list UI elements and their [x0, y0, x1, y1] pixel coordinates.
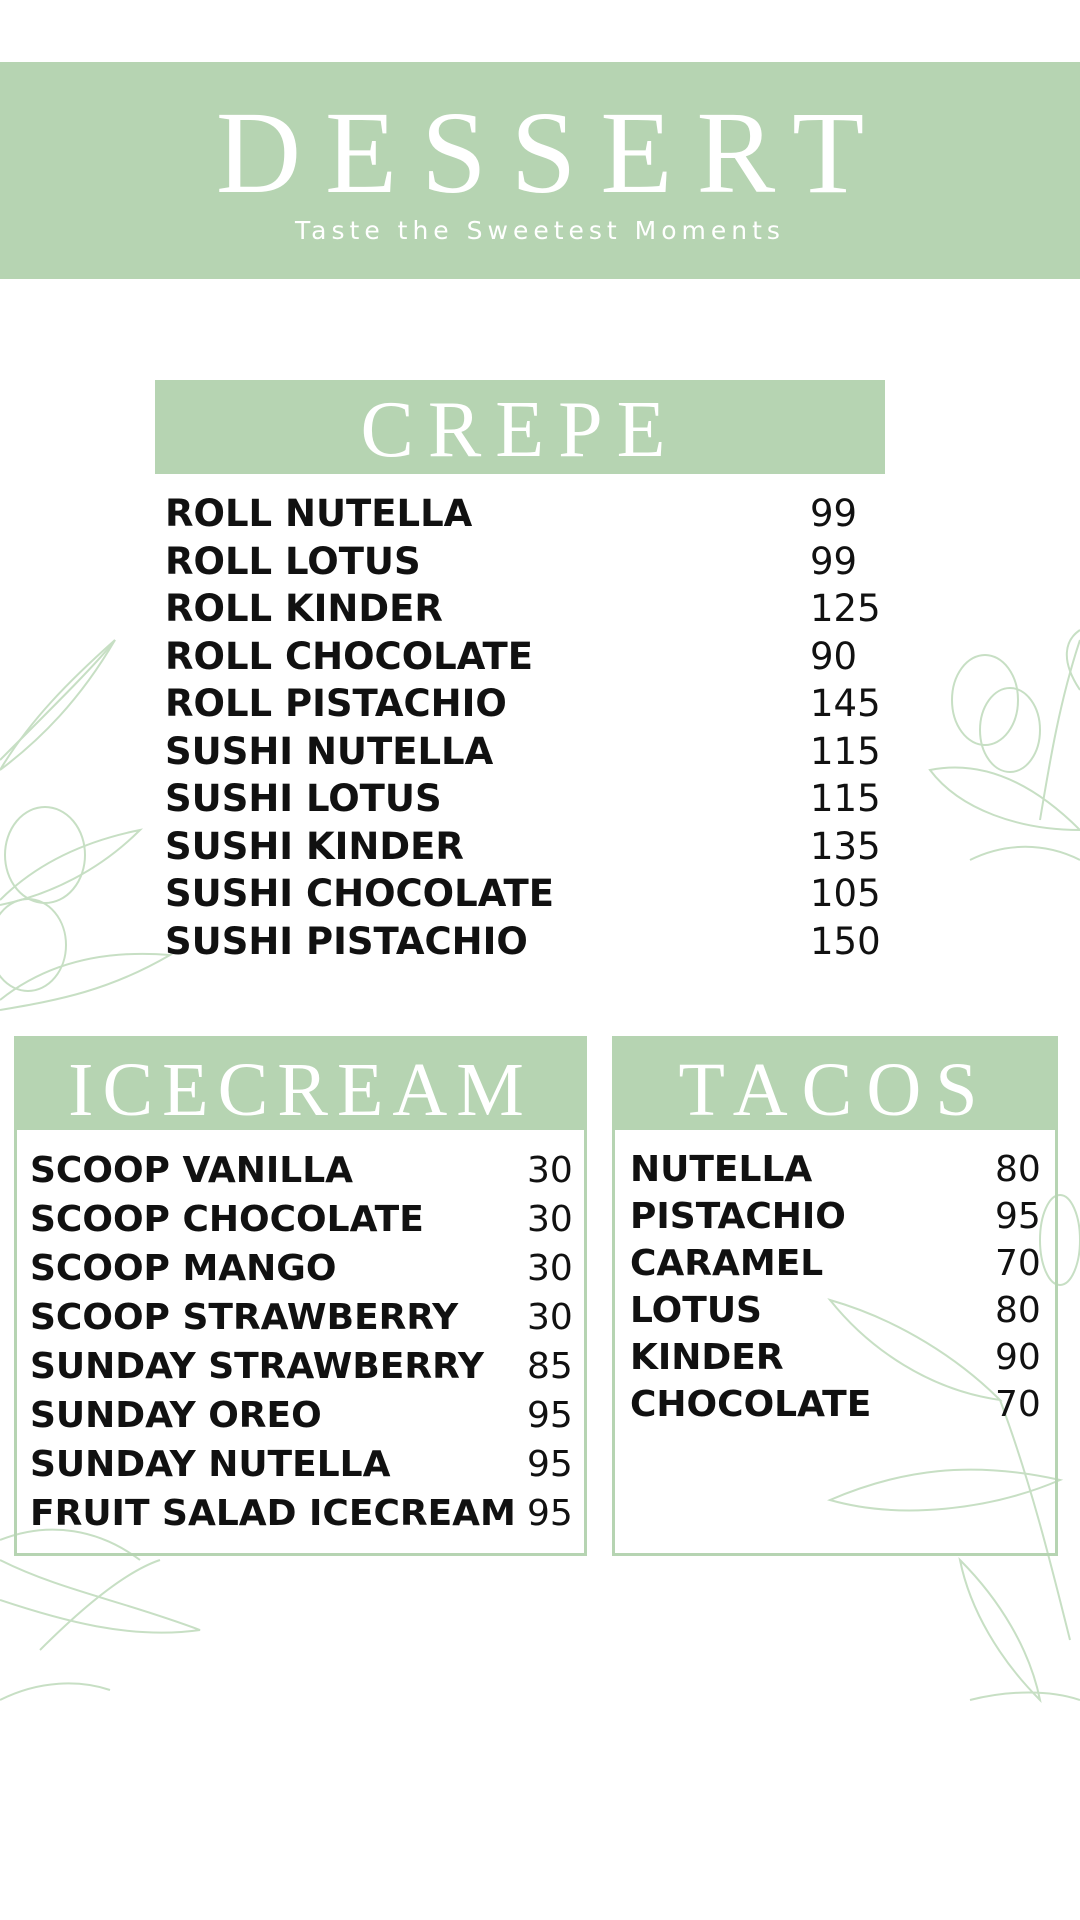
menu-item-price: 150 [810, 919, 881, 963]
menu-item-price: 99 [810, 539, 858, 583]
menu-item-name: CHOCOLATE [630, 1384, 872, 1425]
menu-item-name: CARAMEL [630, 1243, 824, 1284]
menu-item-name: PISTACHIO [630, 1196, 846, 1237]
menu-item-name: ROLL KINDER [165, 587, 443, 630]
menu-item-name: LOTUS [630, 1290, 762, 1331]
menu-item-price: 90 [810, 634, 858, 678]
menu-item-price: 115 [810, 777, 881, 820]
menu-item-price: 95 [995, 1196, 1041, 1237]
menu-item-name: SUSHI LOTUS [165, 777, 442, 820]
page-subtitle: Taste the Sweetest Moments [295, 216, 785, 245]
menu-item-price: 95 [527, 1395, 573, 1436]
menu-item-name: SCOOP CHOCOLATE [30, 1199, 424, 1240]
menu-item-name: ROLL CHOCOLATE [165, 634, 534, 678]
menu-item-price: 115 [810, 729, 881, 773]
menu-item-price: 125 [810, 587, 881, 630]
menu-item-price: 30 [527, 1297, 573, 1338]
menu-item-name: ROLL LOTUS [165, 539, 421, 583]
menu-item-name: SCOOP MANGO [30, 1248, 337, 1289]
menu-item-name: ROLL PISTACHIO [165, 682, 507, 725]
menu-item-price: 70 [995, 1243, 1041, 1284]
menu-item-name: SUSHI NUTELLA [165, 729, 494, 773]
menu-item-name: FRUIT SALAD ICECREAM [30, 1493, 516, 1534]
menu-item-price: 30 [527, 1150, 573, 1191]
icecream-section-title: ICECREAM [14, 1036, 587, 1130]
menu-item-name: SUNDAY OREO [30, 1395, 322, 1436]
menu-item-price: 95 [527, 1444, 573, 1485]
crepe-section-title: CREPE [155, 380, 885, 474]
menu-item-name: SCOOP VANILLA [30, 1150, 354, 1191]
menu-item-name: SUSHI CHOCOLATE [165, 872, 554, 915]
menu-item-price: 70 [995, 1384, 1041, 1425]
menu-item-price: 30 [527, 1248, 573, 1289]
menu-item-name: KINDER [630, 1337, 784, 1378]
menu-item-price: 85 [527, 1346, 573, 1387]
menu-item-price: 90 [995, 1337, 1041, 1378]
menu-item-price: 99 [810, 492, 858, 535]
menu-item-price: 95 [527, 1493, 573, 1534]
menu-item-price: 145 [810, 682, 881, 725]
page-title: DESSERT [215, 87, 889, 218]
tacos-section-title: TACOS [612, 1036, 1058, 1130]
menu-item-price: 135 [810, 824, 881, 868]
menu-item-name: SCOOP STRAWBERRY [30, 1297, 459, 1338]
menu-item-name: SUNDAY STRAWBERRY [30, 1346, 484, 1387]
menu-item-price: 30 [527, 1199, 573, 1240]
menu-item-name: ROLL NUTELLA [165, 492, 473, 535]
menu-item-price: 105 [810, 872, 881, 915]
menu-item-name: SUSHI KINDER [165, 824, 464, 868]
menu-item-name: SUSHI PISTACHIO [165, 919, 528, 963]
menu-item-name: NUTELLA [630, 1149, 813, 1190]
menu-item-price: 80 [995, 1149, 1041, 1190]
menu-item-price: 80 [995, 1290, 1041, 1331]
menu-item-name: SUNDAY NUTELLA [30, 1444, 391, 1485]
